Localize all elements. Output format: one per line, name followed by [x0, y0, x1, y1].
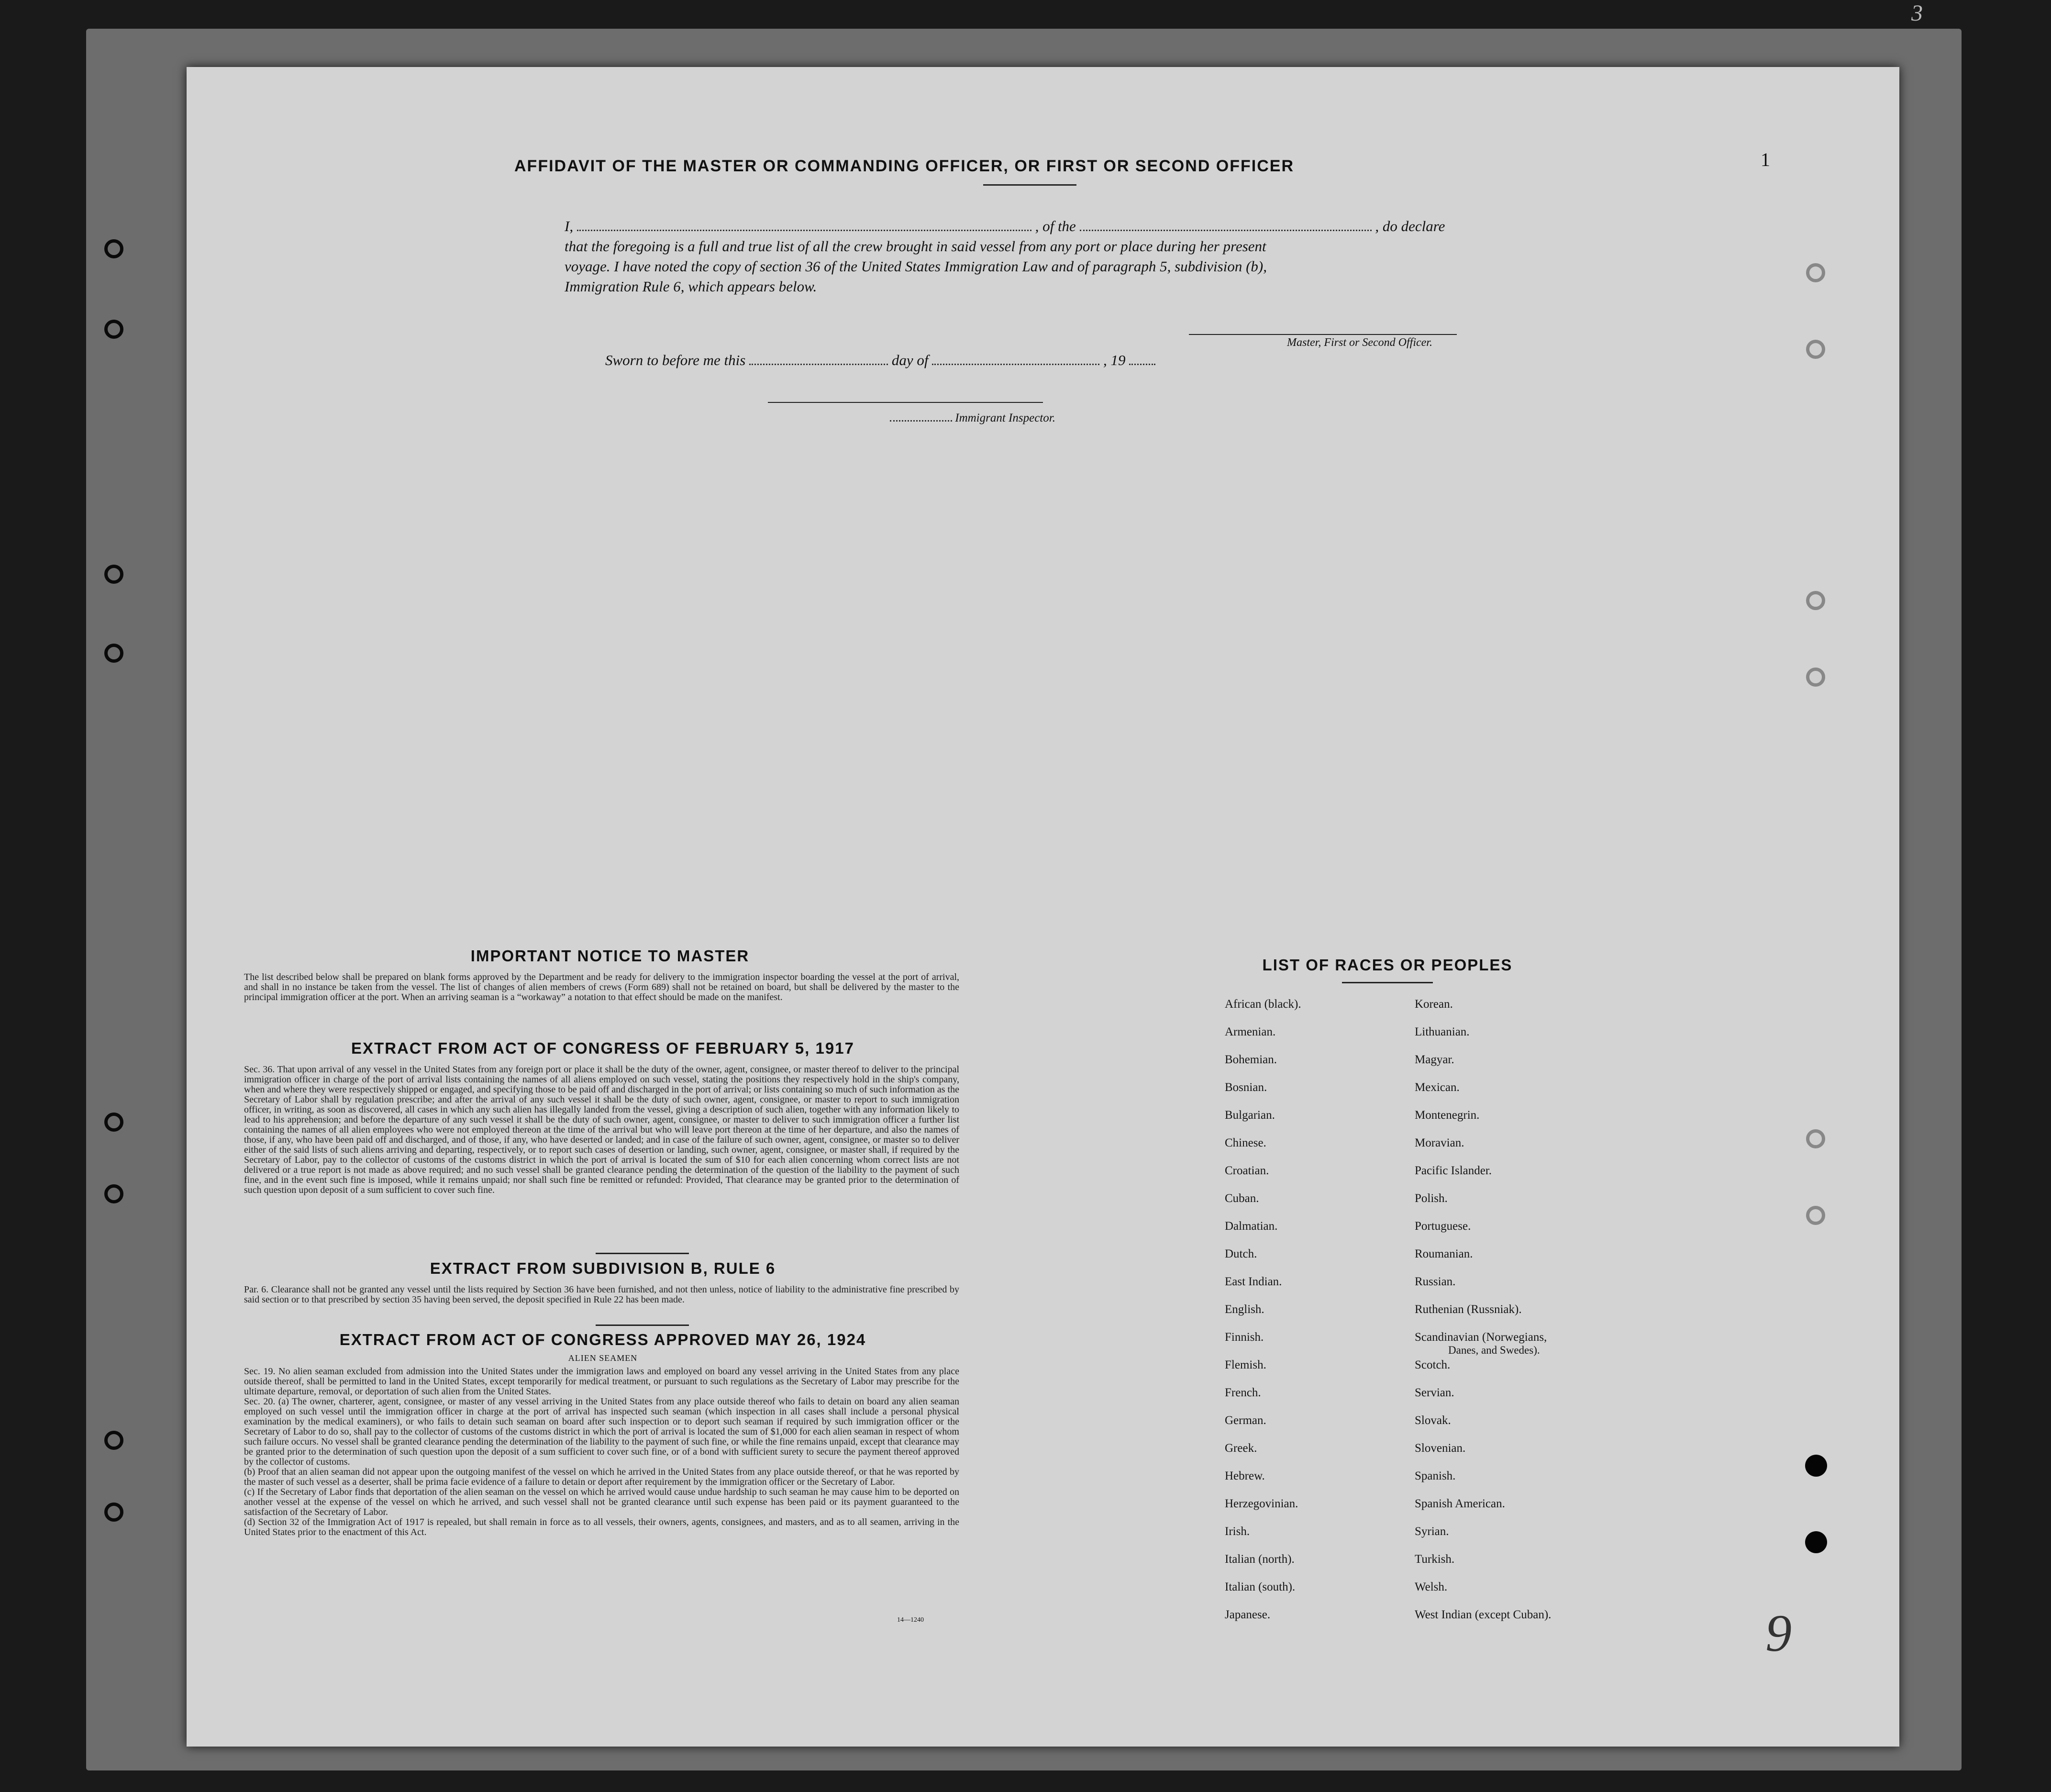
- race-item: Russian.: [1415, 1275, 1456, 1288]
- race-item: Dutch.: [1225, 1247, 1257, 1260]
- sworn-line: [605, 349, 1155, 369]
- binder-hole: [104, 1184, 123, 1203]
- name-blank[interactable]: [577, 215, 1031, 231]
- race-item: Italian (south).: [1225, 1581, 1296, 1593]
- race-item: Croatian.: [1225, 1164, 1269, 1177]
- race-item: English.: [1225, 1303, 1264, 1316]
- race-item: Slovak.: [1415, 1414, 1451, 1427]
- inspector-blank[interactable]: [890, 412, 952, 422]
- binder-hole: [104, 239, 123, 258]
- sworn-month-blank[interactable]: [932, 349, 1099, 365]
- binder-hole: [104, 565, 123, 584]
- race-item: Moravian.: [1415, 1136, 1464, 1149]
- inspector-signature-line[interactable]: [768, 402, 1043, 403]
- race-item: Herzegovinian.: [1225, 1497, 1298, 1510]
- divider: [596, 1253, 689, 1254]
- binder-hole: [1806, 668, 1825, 687]
- inspector-label: Immigrant Inspector.: [955, 412, 1055, 424]
- race-item: Bohemian.: [1225, 1053, 1277, 1066]
- race-item: African (black).: [1225, 998, 1301, 1011]
- sec20c-text: (c) If the Secretary of Labor finds that deportation of the alien seaman on the vessel on which he arrived would cause undue hardship to such seaman he may cause him to be deported on another vessel at the expense of the vessel on which he arrived, and such vessel shall not be granted clearance until such expense has been paid or its payment guaranteed to the satisfaction of the Secretary of Labor.: [244, 1487, 959, 1517]
- sec20d-text: (d) Section 32 of the Immigration Act of 1917 is repealed, but shall remain in force as to all vessels, their owners, agents, consignees, and masters, and as to all seamen, arriving in the United States prior to the enactment of this Act.: [244, 1517, 959, 1537]
- statement-line: Immigration Rule 6, which appears below.: [565, 278, 817, 295]
- divider: [983, 184, 1076, 186]
- race-item: Mexican.: [1415, 1081, 1460, 1094]
- race-item: Pacific Islander.: [1415, 1164, 1492, 1177]
- year-prefix: , 19: [1103, 352, 1126, 368]
- race-item: German.: [1225, 1414, 1266, 1427]
- notice-text: The list described below shall be prepared on blank forms approved by the Department and be ready for delivery to the immigration inspector boarding the vessel at the port of arrival, and shall in no instance be taken from the vessel. The list of changes of alien members of crews (Form 689) shall not be retained on board, but shall be delivered by the master to the principal immigration officer at the port. When an arriving seaman is a “workaway” a notation to that effect should be made on the manifest.: [244, 972, 959, 1002]
- binder-hole: [104, 644, 123, 663]
- binder-hole: [1806, 591, 1825, 610]
- race-item: Montenegrin.: [1415, 1109, 1480, 1122]
- race-item: Italian (north).: [1225, 1553, 1295, 1566]
- notice-title: IMPORTANT NOTICE TO MASTER: [470, 947, 750, 965]
- binder-hole: [104, 1503, 123, 1522]
- manifest-page: [187, 67, 1899, 1747]
- extract-1917-title: EXTRACT FROM ACT OF CONGRESS OF FEBRUARY 5, 1917: [351, 1039, 854, 1057]
- race-item: Scandinavian (Norwegians,: [1415, 1331, 1547, 1344]
- binder-hole: [1806, 263, 1825, 282]
- race-item: East Indian.: [1225, 1275, 1282, 1288]
- race-item: Chinese.: [1225, 1136, 1266, 1149]
- extract-1917-text: Sec. 36. That upon arrival of any vessel in the United States from any foreign port or place it shall be the duty of the owner, agent, consignee, or master thereof to deliver to the principal immigration officer in charge of the port of arrival lists containing the names of all aliens employed on such vessel, stating the positions they respectively hold in the ship's company, when and where they were respectively shipped or engaged, and specifying those to be paid off and discharged in the port of arrival; or lists containing so much of such information as the Secretary of Labor shall by regulation prescribe; and after the arrival of any such vessel it shall be the duty of such owner, agent, consignee, or master to report to such immigration officer, in writing, as soon as discovered, all cases in which any such alien has illegally landed from the vessel, giving a description of such alien, together with any information likely to lead to his apprehension; and before the departure of any such vessel it shall be the duty of such owner, agent, consignee, or master to deliver to such immigration officer a further list containing the names of all alien employees who were not employed thereon at the time of the arrival but who will leave port thereon at the time of her departure, and also the names of those, if any, who have been paid off and discharged, and of those, if any, who have deserted or landed; and in case of the failure of such owner, agent, consignee, or master so to deliver either of the said lists of such aliens arriving and departing, respectively, or to report such cases of desertion or landing, such owner, agent, consignee, or master shall, if required by the Secretary of Labor, pay to the collector of customs of the customs district in which the port of arrival is located the sum of $10 for each alien concerning whom correct lists are not delivered or a true report is not made as above required; and no such vessel shall be granted clearance pending the determination of the question of the liability to the payment of such fine, and in the event such fine is imposed, while it remains unpaid; nor shall such fine be remitted or refunded: Provided, That clearance may be granted prior to the determination of such question upon deposit of a sum sufficient to cover such fine.: [244, 1064, 959, 1195]
- affidavit-declaration: [565, 215, 1684, 297]
- race-item: Welsh.: [1415, 1581, 1448, 1593]
- race-item: Roumanian.: [1415, 1247, 1473, 1260]
- binder-hole: [104, 1113, 123, 1132]
- statement-line: that the foregoing is a full and true list of all the crew brought in said vessel from any port or place during her present: [565, 238, 1266, 255]
- race-item: Flemish.: [1225, 1358, 1266, 1371]
- race-item: Bulgarian.: [1225, 1109, 1275, 1122]
- binder-hole: [1806, 1129, 1825, 1148]
- extract-rule6-title: EXTRACT FROM SUBDIVISION B, RULE 6: [430, 1259, 776, 1277]
- extract-1924-title: EXTRACT FROM ACT OF CONGRESS APPROVED MAY 26, 1924: [339, 1331, 866, 1348]
- races-title: LIST OF RACES OR PEOPLES: [1262, 956, 1513, 974]
- race-item: Danes, and Swedes).: [1448, 1344, 1540, 1356]
- race-item: Ruthenian (Russniak).: [1415, 1303, 1522, 1316]
- race-item: Turkish.: [1415, 1553, 1455, 1566]
- margin-mark: 9: [1765, 1604, 1792, 1662]
- master-signature-line[interactable]: [1189, 334, 1457, 335]
- binder-hole: [104, 320, 123, 339]
- sec19-text: Sec. 19. No alien seaman excluded from admission into the United States under the immigration laws and employed on board any vessel arriving in the United States from any place outside thereof, shall be permitted to land in the United States, except temporarily for medical treatment, or pursuant to such regulations as the Secretary of Labor may prescribe for the ultimate departure, removal, or deportation of such alien from the United States.: [244, 1366, 959, 1397]
- race-item: Slovenian.: [1415, 1442, 1466, 1455]
- affidavit-title: AFFIDAVIT OF THE MASTER OR COMMANDING OFFICER, OR FIRST OR SECOND OFFICER: [514, 157, 1294, 175]
- race-item: Korean.: [1415, 998, 1453, 1011]
- race-item: Cuban.: [1225, 1192, 1259, 1205]
- race-item: West Indian (except Cuban).: [1415, 1608, 1552, 1621]
- day-of-label: day of: [891, 352, 929, 368]
- form-number: 14—1240: [897, 1616, 924, 1624]
- race-item: Bosnian.: [1225, 1081, 1267, 1094]
- race-item: Finnish.: [1225, 1331, 1264, 1344]
- race-item: Polish.: [1415, 1192, 1448, 1205]
- master-signature-label: Master, First or Second Officer.: [1287, 336, 1432, 349]
- extract-rule6-text: Par. 6. Clearance shall not be granted any vessel until the lists required by Section 36 have been furnished, and not then unless, notice of liability to the administrative fine prescribed by said section or to that prescribed by section 35 having been served, the deposit specified in Rule 22 has been made.: [244, 1284, 959, 1305]
- page-number: 1: [1761, 149, 1770, 170]
- race-item: Lithuanian.: [1415, 1025, 1470, 1038]
- race-item: Magyar.: [1415, 1053, 1454, 1066]
- punch-dot: [1805, 1455, 1827, 1477]
- extract-1924-body: [244, 1367, 959, 1537]
- race-item: Irish.: [1225, 1525, 1250, 1538]
- divider: [1342, 982, 1433, 983]
- race-item: Servian.: [1415, 1386, 1454, 1399]
- binder-hole: [1806, 1206, 1825, 1225]
- extract-1924-subtitle: ALIEN SEAMEN: [568, 1353, 638, 1363]
- vessel-blank[interactable]: [1080, 215, 1372, 231]
- race-item: Portuguese.: [1415, 1220, 1471, 1233]
- sec20b-text: (b) Proof that an alien seaman did not appear upon the outgoing manifest of the vessel on which he arrived in the United States from any place outside thereof, or that he was reported by the master of such vessel as a deserter, shall be prima facie evidence of a failure to detain or deport after requirement by the immigration officer or the Secretary of Labor.: [244, 1467, 959, 1487]
- inspector-line: [890, 412, 1055, 425]
- race-item: Greek.: [1225, 1442, 1257, 1455]
- race-item: French.: [1225, 1386, 1261, 1399]
- punch-dot: [1805, 1531, 1827, 1553]
- race-item: Japanese.: [1225, 1608, 1271, 1621]
- corner-mark: 3: [1911, 0, 1923, 26]
- binder-hole: [104, 1431, 123, 1450]
- i-label: I,: [565, 218, 574, 234]
- statement-line: voyage. I have noted the copy of section 36 of the United States Immigration Law and of paragraph 5, subdivision (b),: [565, 258, 1267, 275]
- race-item: Syrian.: [1415, 1525, 1449, 1538]
- divider: [596, 1325, 689, 1326]
- race-item: Hebrew.: [1225, 1469, 1265, 1482]
- race-item: Spanish American.: [1415, 1497, 1505, 1510]
- do-declare-label: , do declare: [1375, 218, 1445, 234]
- sec20a-text: Sec. 20. (a) The owner, charterer, agent, consignee, or master of any vessel arriving in the United States from any place outside thereof who fails to detain on board any alien seaman employed on such vessel until the immigration officer in charge at the port of arrival has inspected such seaman (which inspection in all cases shall include a personal physical examination by the medical examiners), or who fails to detain such seaman on board after such inspection or to deport such seaman if required by such immigration officer or the Secretary of Labor to do so, shall pay to the collector of customs of the customs district in which the port of arrival is located the sum of $1,000 for each alien seaman in respect of whom such failure occurs. No vessel shall be granted clearance pending the determination of the liability to the payment of such fine, or while the fine remains unpaid, except that clearance may be granted prior to the determination of such question upon the deposit of a sum sufficient to cover such fine, or of a bond with sufficient surety to secure the payment thereof approved by the collector of customs.: [244, 1396, 959, 1467]
- race-item: Armenian.: [1225, 1025, 1276, 1038]
- race-item: Dalmatian.: [1225, 1220, 1278, 1233]
- race-item: Spanish.: [1415, 1469, 1456, 1482]
- race-item: Scotch.: [1415, 1358, 1451, 1371]
- sworn-label: Sworn to before me this: [605, 352, 746, 368]
- sworn-year-blank[interactable]: [1129, 349, 1155, 365]
- sworn-day-blank[interactable]: [749, 349, 888, 365]
- binder-hole: [1806, 340, 1825, 359]
- of-the-label: , of the: [1035, 218, 1076, 234]
